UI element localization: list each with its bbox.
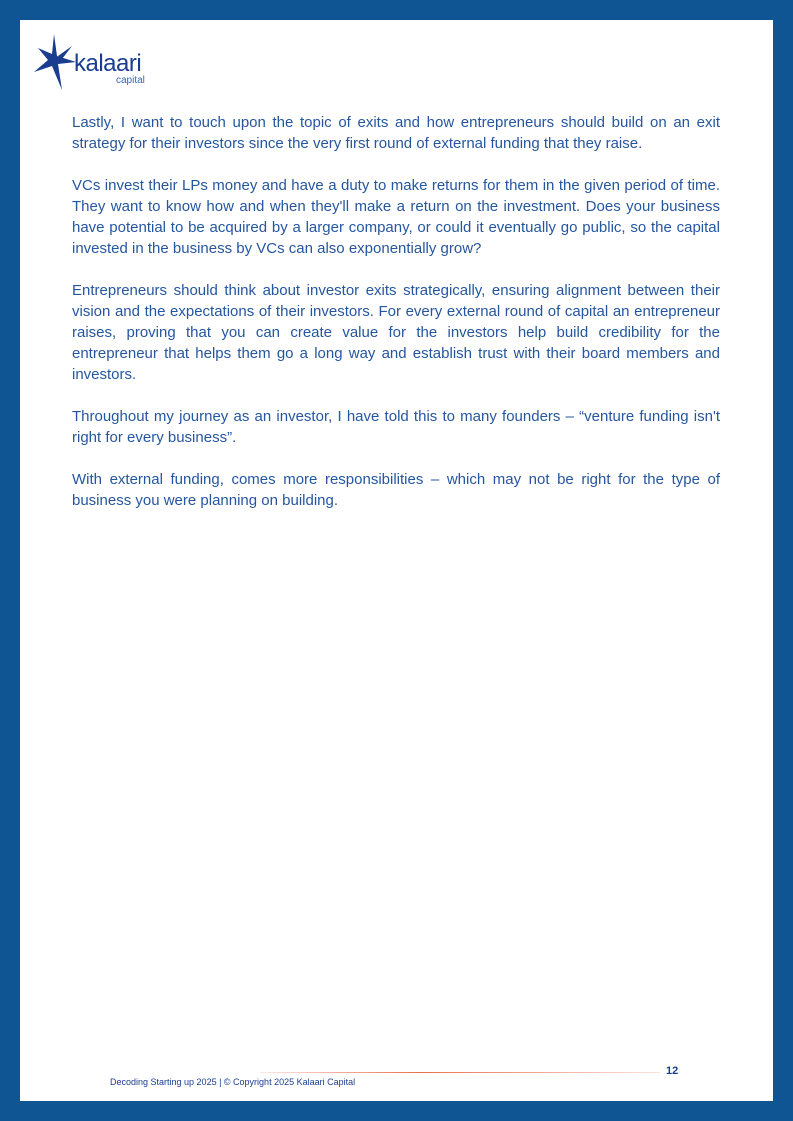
paragraph: With external funding, comes more responsibilities – which may not be right for the type of business you were planning on building. (72, 471, 720, 509)
paragraph: Entrepreneurs should think about investor exits strategically, ensuring alignment between their vision and the expectations of their investors. For every external round of capital an entrepreneur raises, proving that you can create value for the investors help build credibility for the entrepreneur that helps them go a long way and establish trust with their board members and investors. (72, 282, 720, 383)
body-text (72, 112, 720, 532)
paragraph: Lastly, I want to touch upon the topic of exits and how entrepreneurs should build on an exit strategy for their investors since the very first round of external funding that they raise. (72, 114, 720, 152)
logo-wordmark: kalaari (74, 50, 142, 77)
footer-copyright: Decoding Starting up 2025 | © Copyright 2025 Kalaari Capital (110, 1077, 356, 1087)
logo-subtitle: capital (116, 75, 145, 86)
paragraph: Throughout my journey as an investor, I have told this to many founders – “venture funding isn't right for every business”. (72, 408, 720, 446)
document-page (20, 20, 773, 1101)
footer-divider (260, 1072, 660, 1073)
paragraph: VCs invest their LPs money and have a duty to make returns for them in the given period of time. They want to know how and when they'll make a return on the investment. Does your business have potential to be acquired by a larger company, or could it eventually go public, so the capital invested in the business by VCs can also exponentially grow? (72, 177, 720, 257)
kalaari-capital-logo (32, 32, 162, 94)
page-number: 12 (666, 1065, 679, 1077)
